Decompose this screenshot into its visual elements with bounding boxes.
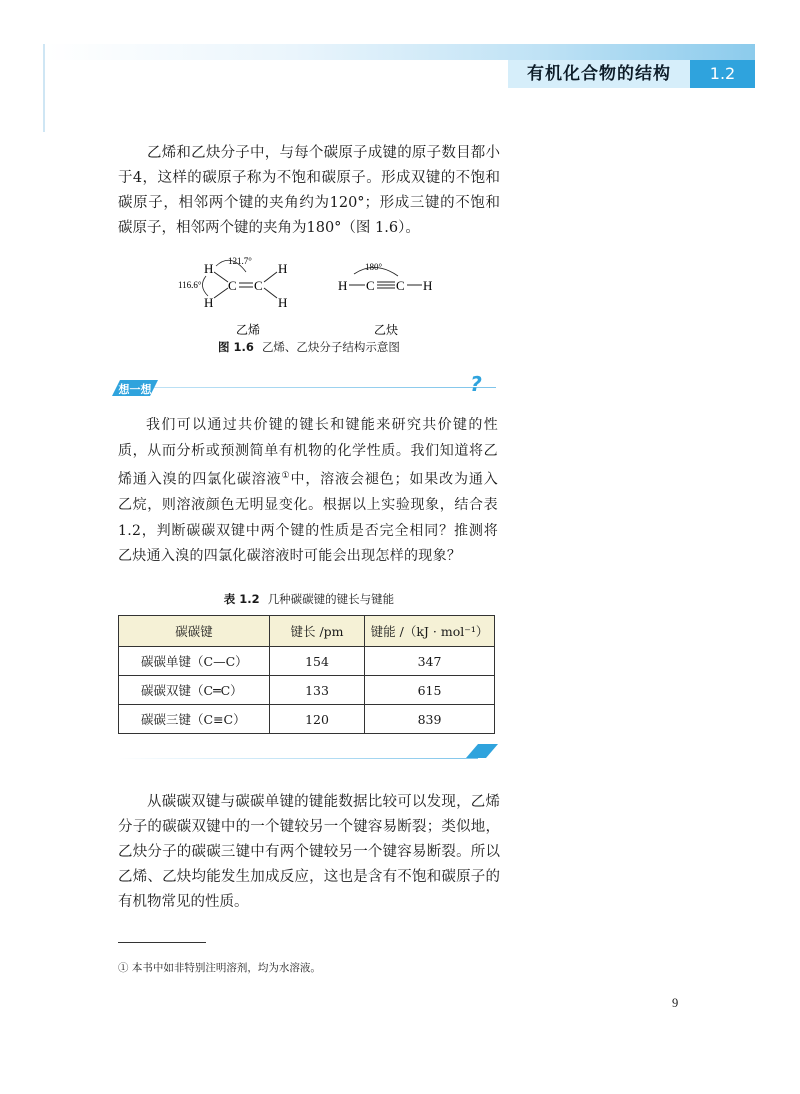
acetylene-c-left: C (366, 278, 375, 293)
ethylene-h-bottom-right: H (278, 295, 288, 310)
ethylene-c-right: C (254, 278, 263, 293)
table-caption (118, 591, 500, 607)
angle-arc (202, 276, 208, 296)
bond-line (264, 288, 277, 298)
acetylene-label: 乙炔 (374, 323, 399, 337)
table-cell: 133 (270, 676, 365, 705)
table-cell: 碳碳单键（C—C） (119, 647, 270, 676)
ethylene-angle-top: 121.7° (228, 256, 252, 266)
header-gradient-bar (45, 44, 755, 60)
table-caption-number: 表 1.2 (223, 592, 260, 606)
table-cell: 615 (365, 676, 495, 705)
bond-line (214, 288, 228, 298)
acetylene-c-right: C (396, 278, 405, 293)
table-row (119, 705, 495, 734)
think-box-top-rule (150, 387, 496, 388)
table-cell: 347 (365, 647, 495, 676)
paragraph-unsaturated-carbon: 乙烯和乙炔分子中，与每个碳原子成键的原子数目都小于4，这样的碳原子称为不饱和碳原子。形成双键的不饱和碳原子，相邻两个键的夹角约为120°；形成三键的不饱和碳原子，相邻两个键的夹角为180°（图 1.6）。 (118, 145, 500, 236)
footnote-rule (118, 942, 206, 943)
ethylene-h-bottom-left: H (204, 295, 214, 310)
think-badge-label: 想一想 (118, 383, 152, 396)
ethylene-h-top-left: H (204, 261, 214, 276)
footnote-marker: ① (281, 471, 291, 481)
table-cell: 154 (270, 647, 365, 676)
table-cell: 120 (270, 705, 365, 734)
ethylene-h-top-right: H (278, 261, 288, 276)
think-badge-icon (110, 376, 160, 400)
chapter-title: 有机化合物的结构 (508, 60, 690, 88)
acetylene-structure (338, 262, 432, 337)
ethylene-c-left: C (228, 278, 237, 293)
bond-table (118, 615, 495, 734)
page-number: 9 (672, 996, 679, 1010)
think-box-bottom-rule (118, 758, 478, 759)
figure-molecule-structures (176, 254, 446, 340)
table-caption-text: 几种碳碳键的键长与键能 (267, 592, 395, 606)
table-row (119, 647, 495, 676)
think-text-part1: 我们可以通过共价键的键长和键能来研究共价键的性质，从而分析或预测简单有机物的化学性质。我们知道将乙烯通入溴的四氯化碳溶液 (118, 417, 498, 488)
table-header-cell: 键能 /（kJ · mol⁻¹） (365, 616, 495, 647)
ethylene-label: 乙烯 (236, 323, 261, 337)
question-mark-icon: ? (470, 372, 482, 396)
footnote: ① 本书中如非特别注明溶剂，均为水溶液。 (118, 962, 321, 974)
figure-caption-number: 图 1.6 (218, 340, 254, 354)
ethylene-angle-left: 116.6° (178, 280, 202, 290)
molecule-diagram (176, 254, 446, 340)
table-cell: 碳碳双键（C═C） (119, 676, 270, 705)
table-header-row (119, 616, 495, 647)
acetylene-h-right: H (423, 278, 433, 293)
figure-caption-text: 乙烯、乙炔分子结构示意图 (261, 340, 400, 354)
bond-line (214, 272, 228, 282)
paragraph-bond-energy: 从碳碳双键与碳碳单键的键能数据比较可以发现，乙烯分子的碳碳双键中的一个键较另一个键容易断裂；类似地，乙炔分子的碳碳三键中有两个键较另一个键容易断裂。所以乙烯、乙炔均能发生加成反应，这也是含有不饱和碳原子的有机物常见的性质。 (118, 794, 500, 910)
table-row (119, 676, 495, 705)
table-cell: 839 (365, 705, 495, 734)
think-box-text (118, 413, 498, 570)
table-header-cell: 键长 /pm (270, 616, 365, 647)
chapter-number: 1.2 (690, 60, 755, 88)
ethylene-structure (178, 256, 287, 337)
acetylene-h-left: H (338, 278, 348, 293)
bond-line (264, 272, 277, 282)
arrow-decoration-icon (466, 742, 498, 760)
table-header-cell: 碳碳键 (119, 616, 270, 647)
figure-caption (118, 339, 500, 355)
think-text-part2: 中，溶液会褪色；如果改为通入乙烷，则溶液颜色无明显变化。根据以上实验现象，结合表 1.2，判断碳碳双键中两个键的性质是否完全相同？推测将乙炔通入溴的四氯化碳溶液时可能会出现怎样的现象？ (118, 471, 498, 565)
acetylene-angle: 180° (365, 262, 383, 272)
table-cell: 碳碳三键（C≡C） (119, 705, 270, 734)
